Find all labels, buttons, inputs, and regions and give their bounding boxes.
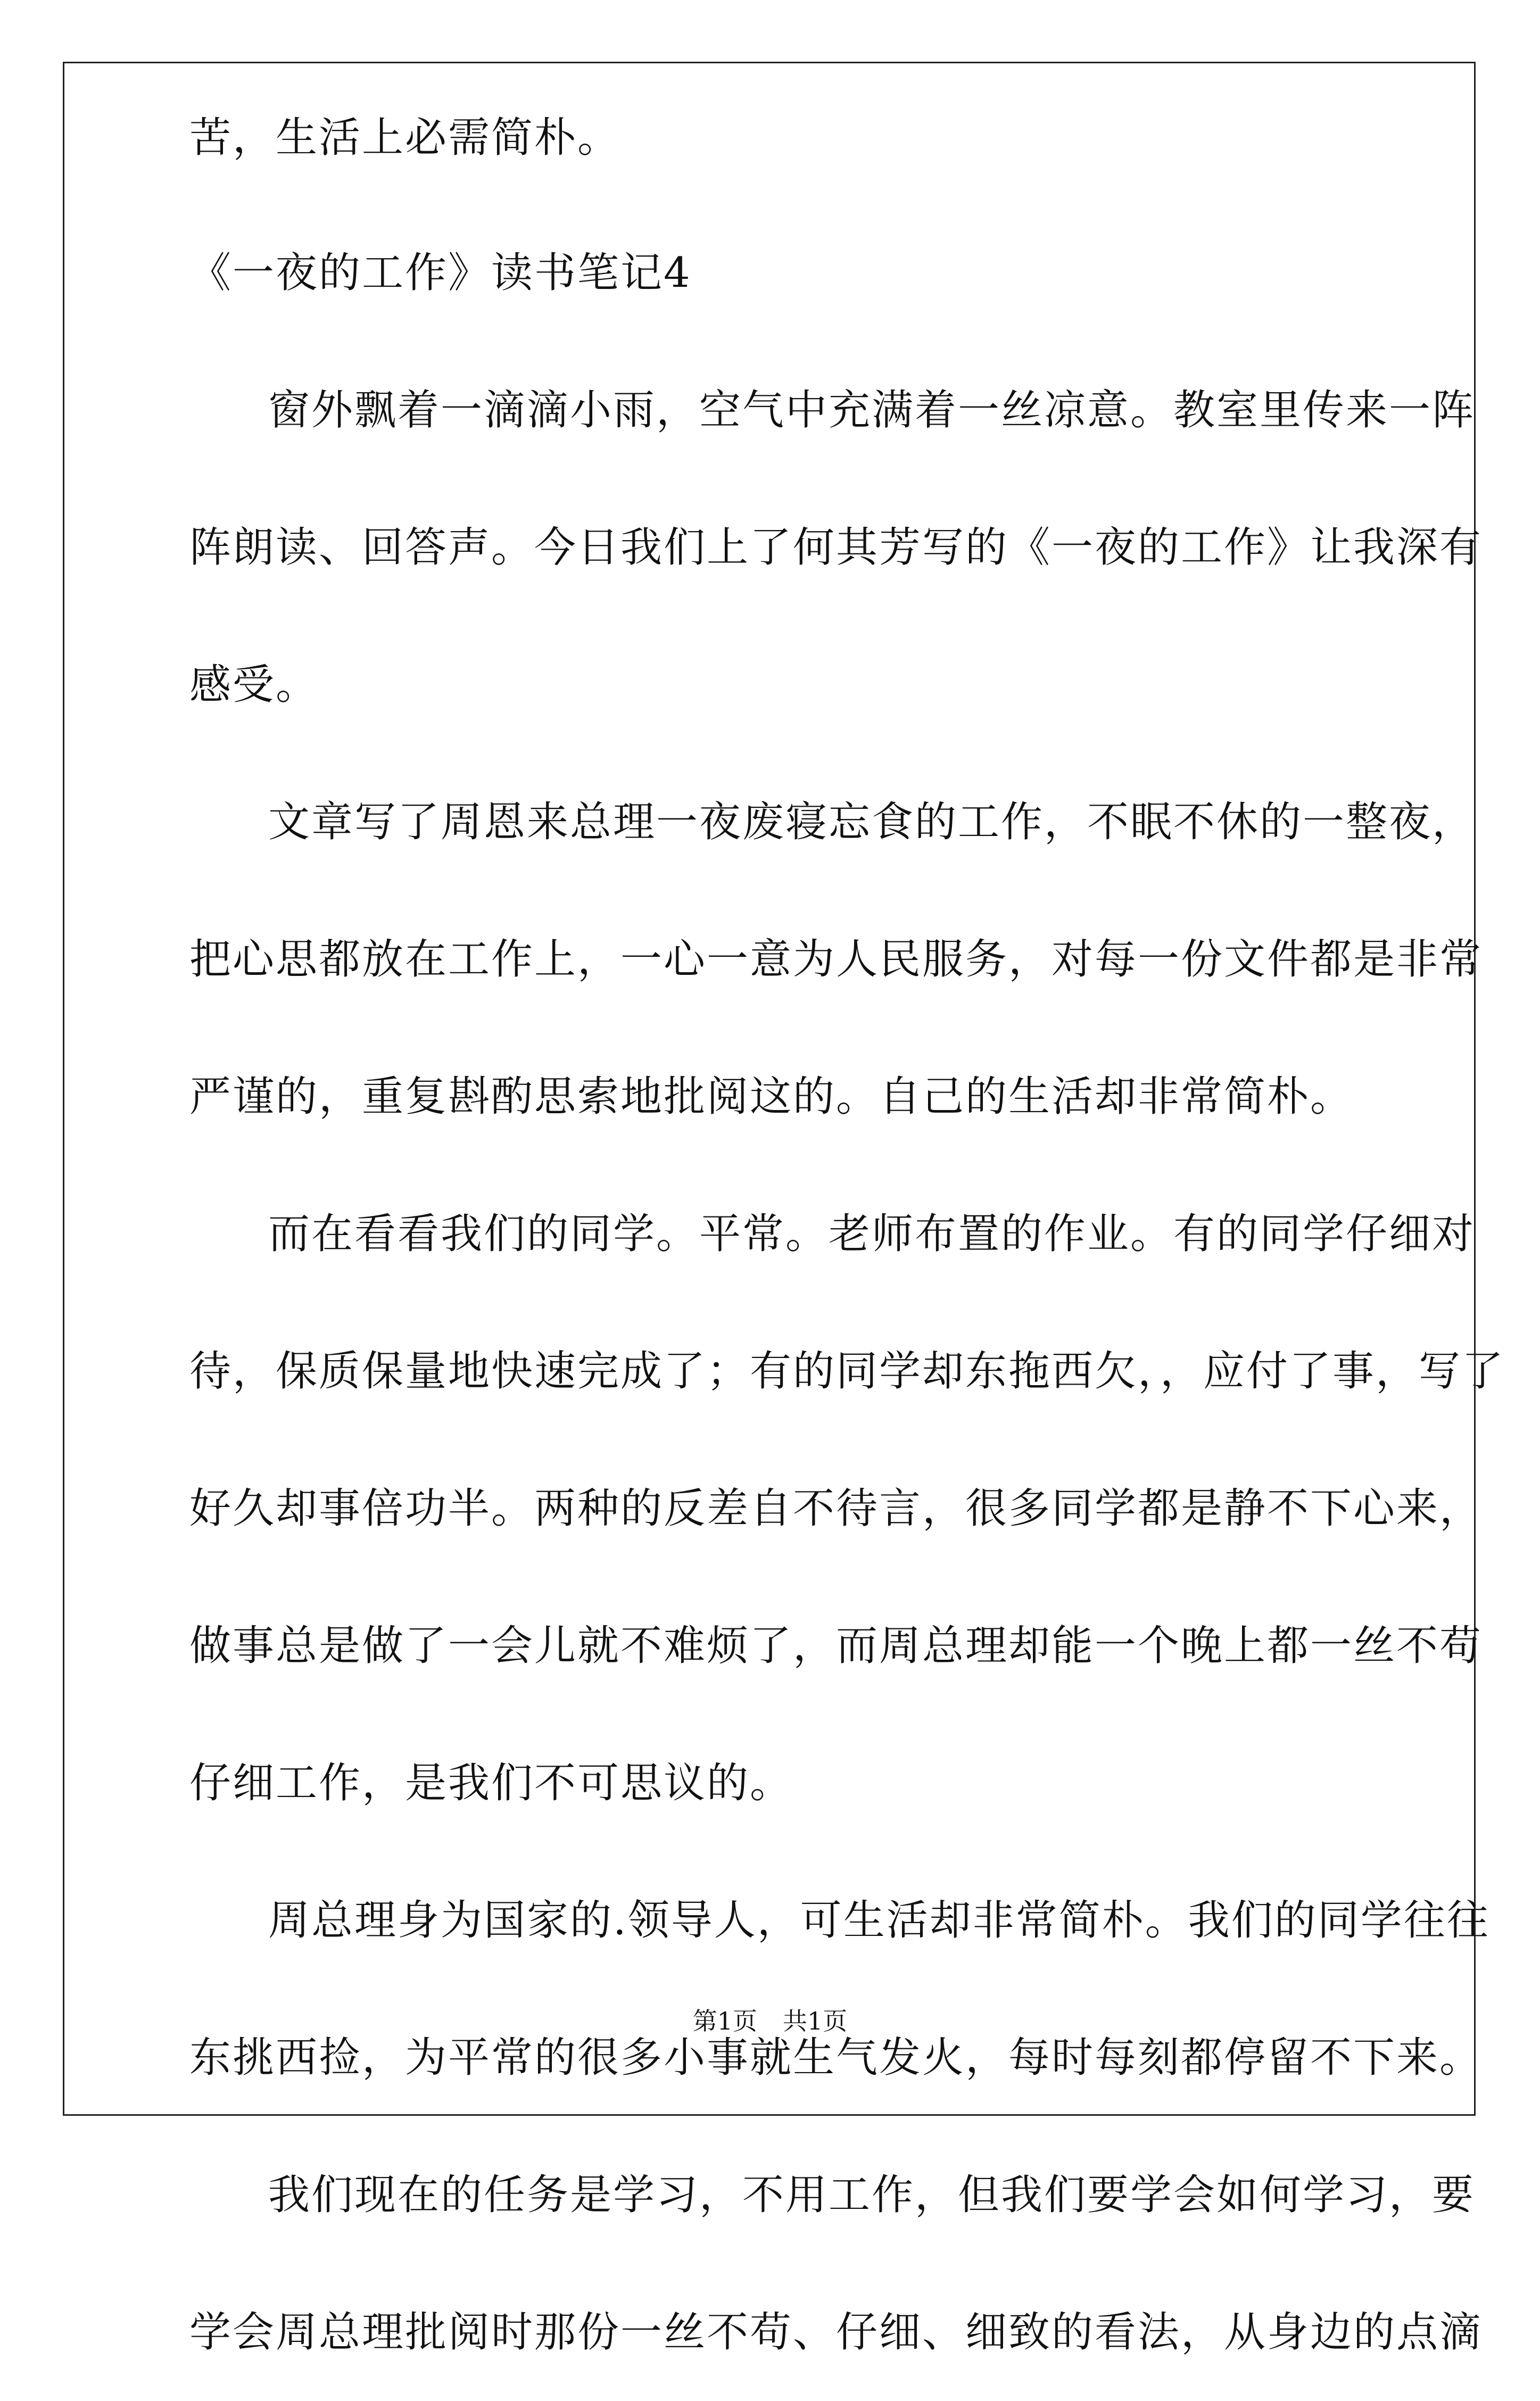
text-line: 文章写了周恩来总理一夜废寝忘食的工作，不眠不休的一整夜， <box>268 798 1476 846</box>
text-line: 严谨的，重复斟酌思索地批阅这的。自己的生活却非常简朴。 <box>189 1073 1354 1121</box>
section-title: 《一夜的工作》读书笔记4 <box>189 249 692 297</box>
text-line: 我们现在的任务是学习，不用工作，但我们要学会如何学习，要 <box>268 2171 1476 2219</box>
text-line: 阵朗读、回答声。今日我们上了何其芳写的《一夜的工作》让我深有 <box>189 524 1483 572</box>
page-number: 第1页 <box>692 2007 757 2035</box>
text-line: 周总理身为国家的.领导人，可生活却非常简朴。我们的同学往往 <box>268 1897 1490 1944</box>
text-line: 感受。 <box>189 661 319 709</box>
text-line: 做事总是做了一会儿就不难烦了，而周总理却能一个晚上都一丝不苟 <box>189 1622 1483 1670</box>
text-line: 仔细工作，是我们不可思议的。 <box>189 1759 793 1807</box>
text-line: 苦，生活上必需简朴。 <box>189 114 621 162</box>
text-line: 学会周总理批阅时那份一丝不苟、仔细、细致的看法，从身边的点滴 <box>189 2308 1483 2356</box>
paragraph <box>189 342 1505 2401</box>
page-total: 共1页 <box>783 2007 848 2035</box>
text-line: 东挑西捡，为平常的很多小事就生气发火，每时每刻都停留不下来。 <box>189 2034 1483 2082</box>
text-line: 好久却事倍功半。两种的反差自不待言，很多同学都是静不下心来， <box>189 1485 1483 1533</box>
text-line: 待，保质保量地快速完成了；有的同学却东拖西欠，，应付了事，写了 <box>189 1347 1505 1395</box>
text-line: 而在看看我们的同学。平常。老师布置的作业。有的同学仔细对 <box>268 1210 1476 1258</box>
page-footer <box>0 2005 1540 2037</box>
text-line: 把心思都放在工作上，一心一意为人民服务，对每一份文件都是非常 <box>189 935 1483 983</box>
text-line: 窗外飘着一滴滴小雨，空气中充满着一丝凉意。教室里传来一阵 <box>268 386 1476 434</box>
